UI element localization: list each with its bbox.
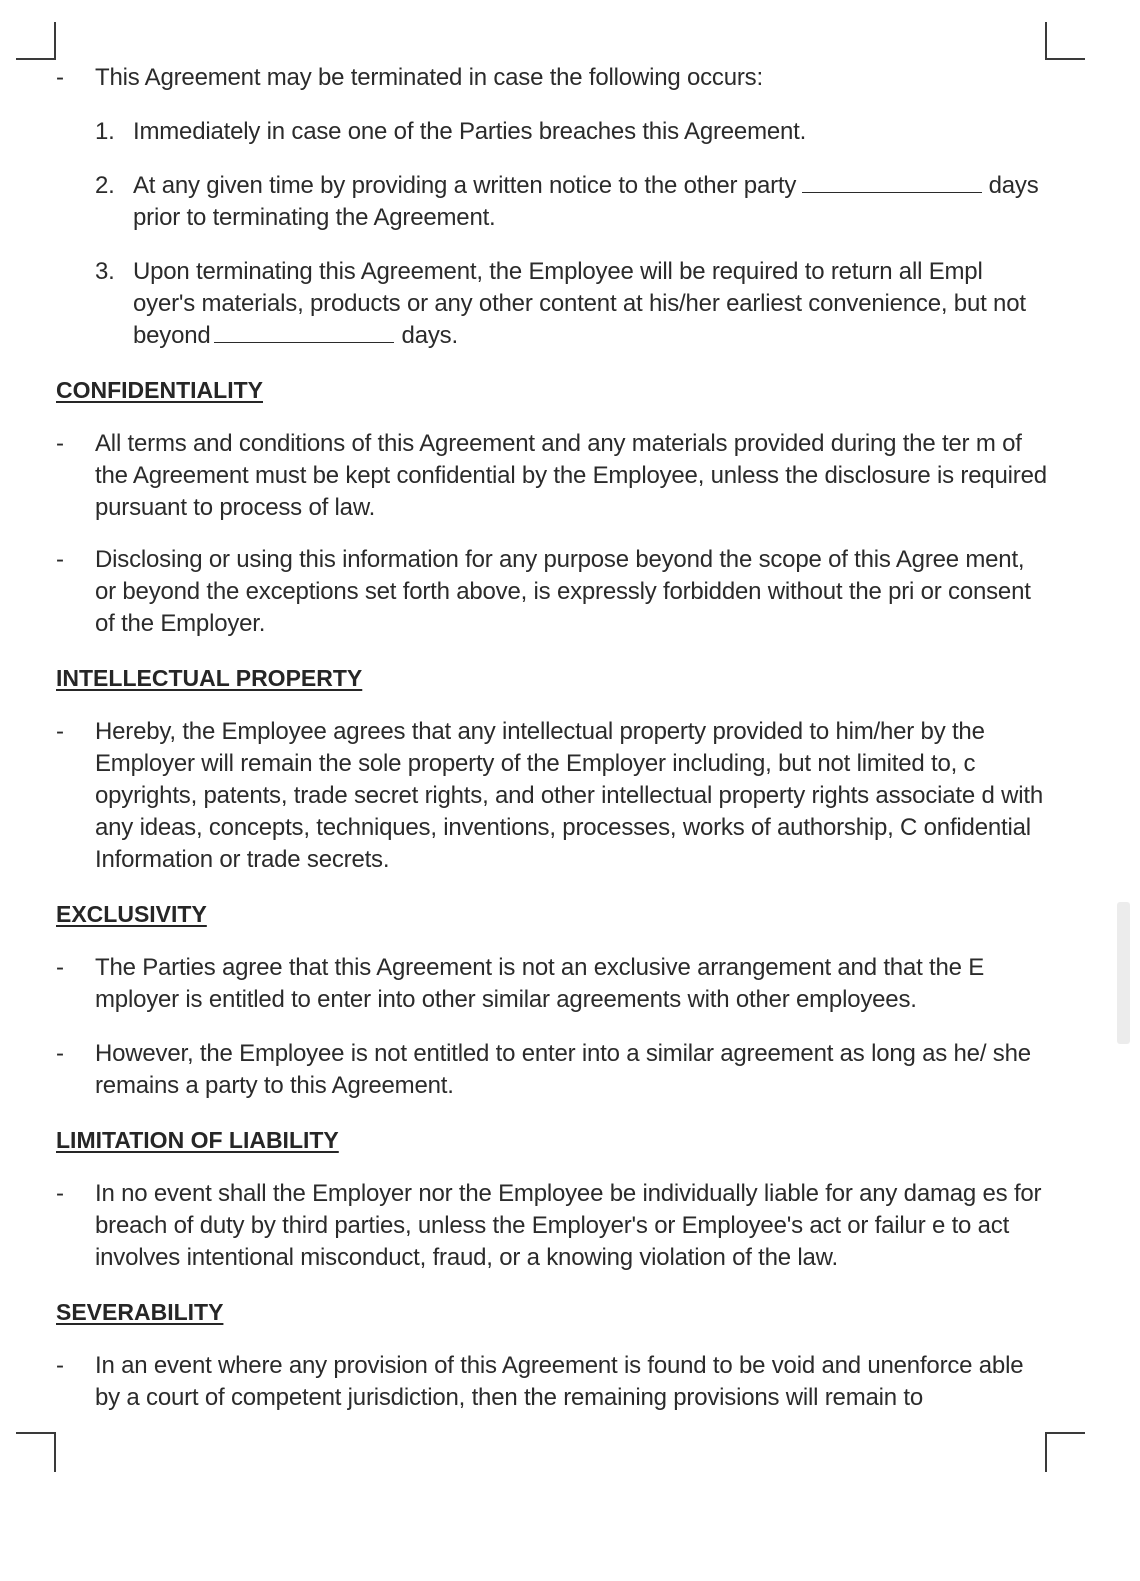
section-heading-severability: SEVERABILITY: [56, 1299, 224, 1325]
bullet-dash: -: [56, 1040, 64, 1067]
bullet-dash: -: [56, 954, 64, 981]
return-days-blank[interactable]: [214, 320, 394, 343]
clause-bullet: [56, 1038, 1051, 1102]
item-text-continued: days prior to terminating the Agreement.: [133, 172, 1039, 231]
crop-mark-top-left-h: [16, 58, 56, 60]
item-text: Upon terminating this Agreement, the Employee will be required to return all Empl oyer's materials, products or any other content at his/her earliest convenience, but not beyond: [133, 258, 1026, 349]
clause-bullet: [56, 544, 1051, 640]
item-number: 3.: [95, 258, 115, 285]
clause-text: In no event shall the Employer nor the Employee be individually liable for any damag es for breach of duty by third parties, unless the Employer's or Employee's act or failur e to act involves intentional misconduct, fraud, or a knowing violation of the law.: [95, 1180, 1042, 1271]
bullet-dash: -: [56, 64, 64, 91]
scrollbar-thumb[interactable]: [1117, 902, 1130, 1044]
clause-text: The Parties agree that this Agreement is not an exclusive arrangement and that the E mployer is entitled to enter into other similar agreements with other employees.: [95, 954, 985, 1013]
item-text-continued: days.: [401, 322, 458, 349]
termination-item: [56, 170, 1051, 234]
clause-text: In an event where any provision of this Agreement is found to be void and unenforce able by a court of competent jurisdiction, then the remaining provisions will remain to: [95, 1352, 1024, 1411]
notice-days-blank[interactable]: [802, 170, 982, 193]
clause-text: Disclosing or using this information for any purpose beyond the scope of this Agree ment, or beyond the exceptions set forth above, is expressly forbidden without the pri or consent of the Employer.: [95, 546, 1031, 637]
item-number: 2.: [95, 172, 115, 199]
bullet-dash: -: [56, 546, 64, 573]
crop-mark-bottom-left-h: [16, 1432, 56, 1434]
clause-bullet: [56, 952, 1051, 1016]
bullet-dash: -: [56, 430, 64, 457]
clause-bullet: [56, 1350, 1051, 1414]
section-heading-intellectual-property: INTELLECTUAL PROPERTY: [56, 665, 363, 691]
item-text: At any given time by providing a written notice to the other party: [133, 172, 797, 199]
termination-item: [56, 256, 1051, 352]
bullet-dash: -: [56, 1352, 64, 1379]
crop-mark-bottom-right-h: [1045, 1432, 1085, 1434]
item-text: Immediately in case one of the Parties breaches this Agreement.: [133, 118, 807, 145]
clause-text: All terms and conditions of this Agreement and any materials provided during the ter m of the Agreement must be kept confidential by the Employee, unless the disclosure is required pursuant to process of law.: [95, 430, 1047, 521]
crop-mark-top-right: [1045, 22, 1047, 60]
section-heading-limitation-of-liability: LIMITATION OF LIABILITY: [56, 1127, 339, 1153]
section-heading-confidentiality: CONFIDENTIALITY: [56, 377, 263, 403]
termination-item: [56, 116, 1051, 148]
clause-bullet: [56, 716, 1051, 876]
clause-bullet: [56, 428, 1051, 524]
crop-mark-top-left: [54, 22, 56, 60]
document-body: [56, 60, 1051, 1414]
clause-text: However, the Employee is not entitled to enter into a similar agreement as long as he/ she remains a party to this Agreement.: [95, 1040, 1031, 1099]
clause-text: Hereby, the Employee agrees that any intellectual property provided to him/her by the Employer will remain the sole property of the Employer including, but not limited to, c opyrights, patents, trade secret rights, and other intellectual property rights associate d with any ideas, concepts, techniques, inventions, processes, works of authorship, C onfidential Information or trade secrets.: [95, 718, 1043, 873]
section-heading-exclusivity: EXCLUSIVITY: [56, 901, 207, 927]
item-number: 1.: [95, 118, 115, 145]
termination-intro: [56, 62, 1051, 94]
clause-bullet: [56, 1178, 1051, 1274]
crop-mark-bottom-left: [54, 1432, 56, 1472]
bullet-dash: -: [56, 1180, 64, 1207]
crop-mark-bottom-right: [1045, 1432, 1047, 1472]
crop-mark-top-right-h: [1045, 58, 1085, 60]
termination-intro-text: This Agreement may be terminated in case the following occurs:: [95, 64, 763, 91]
bullet-dash: -: [56, 718, 64, 745]
